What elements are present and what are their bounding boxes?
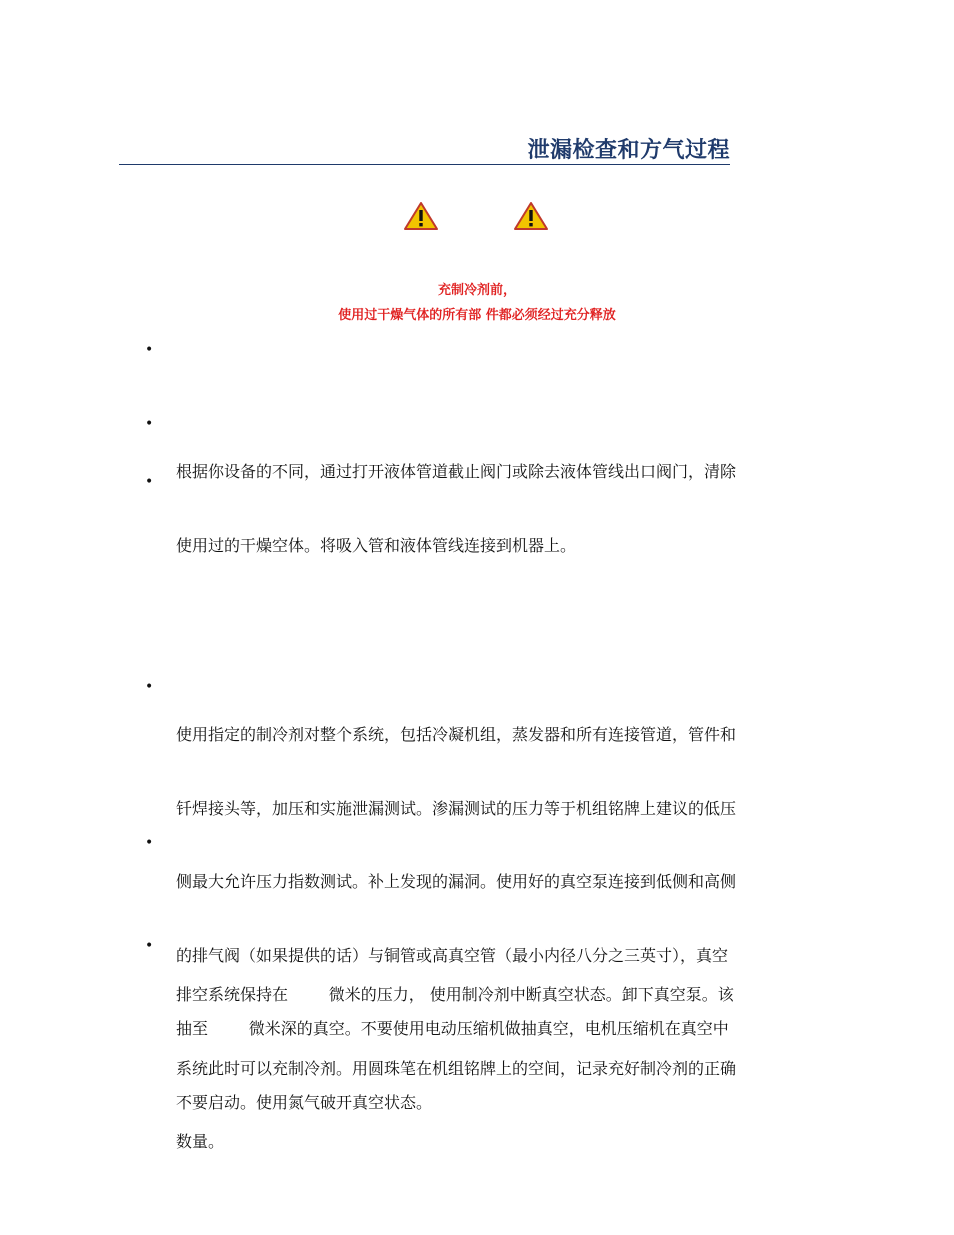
notice-line: 充制冷剂前， (437, 283, 516, 298)
paragraph-line: 使用指定的制冷剂对整个系统，包括冷凝机组，蒸发器和所有连接管道，管件和 (176, 725, 737, 744)
warning-triangle-icon (513, 201, 549, 231)
paragraph-line: 排空系统保持在 微米的压力， 使用制冷剂中断真空状态。卸下真空泵。该 (176, 985, 734, 1004)
bullet-paragraph (176, 934, 836, 1179)
paragraph-line: 根据你设备的不同，通过打开液体管道截止阀门或除去液体管线出口阀门，清除 (176, 462, 737, 481)
bullet-marker: • (145, 416, 154, 432)
paragraph-line: 不要启动。使用氮气破开真空状态。 (176, 1092, 433, 1112)
paragraph-line: 钎焊接头等，加压和实施泄漏测试。渗漏测试的压力等于机组铭牌上建议的低压 (176, 798, 737, 818)
paragraph-line: 侧最大允许压力指数测试。补上发现的漏洞。使用好的真空泵连接到低侧和高侧 (176, 872, 737, 891)
bullet-paragraph (176, 411, 836, 583)
paragraph-line: 抽至 微米深的真空。不要使用电动压缩机做抽真空，电机压缩机在真空中 (176, 1019, 729, 1038)
notice-line: 使用过干燥气体的所有部 件都必须经过充分释放 (338, 308, 616, 323)
bullet-marker: • (145, 938, 154, 954)
paragraph-line: 使用过的干燥空体。将吸入管和液体管线连接到机器上。 (176, 535, 577, 555)
bullet-marker: • (145, 679, 154, 695)
warning-triangle-icon (403, 201, 439, 231)
paragraph-line: 系统此时可以充制冷剂。用圆珠笔在机组铭牌上的空间，记录充好制冷剂的正确 (176, 1058, 737, 1078)
paragraph-line: 数量。 (176, 1132, 225, 1151)
bullet-marker: • (145, 474, 154, 490)
page-title: 泄漏检查和方气过程 (527, 137, 730, 163)
title-row (119, 136, 730, 165)
paragraph-line: 的排气阀（如果提供的话）与铜管或高真空管（最小内径八分之三英寸），真空 (176, 945, 729, 965)
bullet-marker: • (145, 835, 154, 851)
bullet-marker: • (145, 342, 154, 358)
